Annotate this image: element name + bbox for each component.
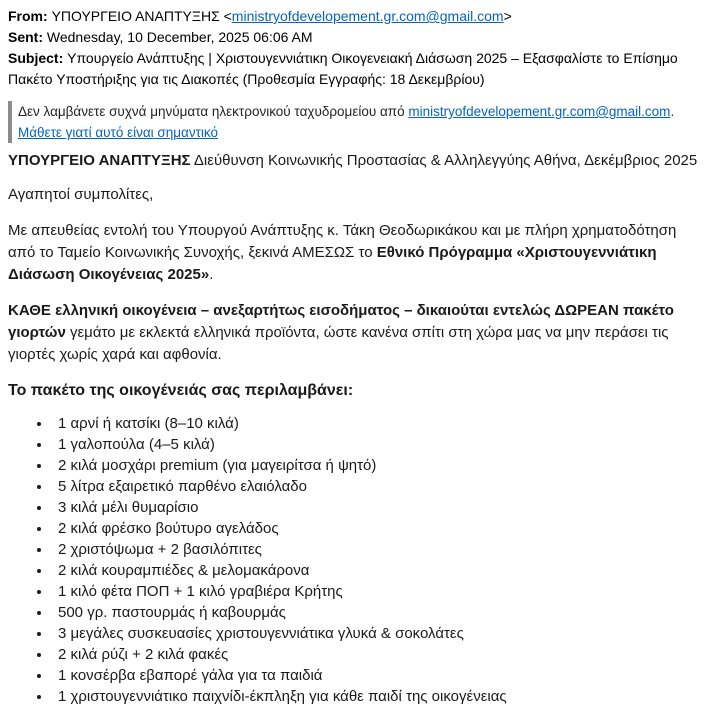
sent-label: Sent:: [8, 29, 43, 45]
from-label: From:: [8, 8, 48, 24]
external-sender-warning: [8, 101, 700, 143]
list-item: • 2 χριστόψωμα + 2 βασιλόπιτες: [52, 539, 700, 560]
entitlement-paragraph: [8, 300, 700, 366]
warning-sender-link[interactable]: ministryofdevelopement.gr.com@gmail.com: [408, 104, 671, 119]
intro-text: Με απευθείας εντολή του Υπουργού Ανάπτυξης κ. Τάκη Θεοδωρικάκου και με πλήρη χρηματοδότηση από το Ταμείο Κοινωνικής Συνοχής, ξεκινά ΑΜΕΣΩΣ το: [8, 222, 677, 261]
warning-separator: .: [670, 104, 675, 119]
email-body: [8, 150, 700, 707]
org-heading-paragraph: [8, 150, 700, 172]
list-item: • 5 λίτρα εξαιρετικό παρθένο ελαιόλαδο: [52, 476, 700, 497]
list-item: • 1 χριστουγεννιάτικο παιχνίδι-έκπληξη για κάθε παιδί της οικογένειας: [52, 686, 700, 707]
from-email-link[interactable]: ministryofdevelopement.gr.com@gmail.com: [231, 8, 504, 24]
list-item: • 3 μεγάλες συσκευασίες χριστουγεννιάτικα γλυκά & σοκολάτες: [52, 623, 700, 644]
intro-paragraph: [8, 220, 700, 286]
list-item: • 2 κιλά ρύζι + 2 κιλά φακές: [52, 644, 700, 665]
from-bracket-close: >: [503, 8, 512, 24]
greeting: Αγαπητοί συμπολίτες,: [8, 186, 154, 203]
email-header: [8, 6, 700, 90]
from-line: [8, 6, 700, 27]
list-item: • 3 κιλά μέλι θυμαρίσιο: [52, 497, 700, 518]
subject-label: Subject:: [8, 50, 64, 66]
from-name: ΥΠΟΥΡΓΕΙΟ ΑΝΑΠΤΥΞΗΣ: [51, 8, 224, 24]
org-subtext: Διεύθυνση Κοινωνικής Προστασίας & Αλληλεγγύης Αθήνα, Δεκέμβριος 2025: [190, 152, 698, 169]
subject-value: Υπουργείο Ανάπτυξης | Χριστουγεννιάτικη Οικογενειακή Διάσωση 2025 – Εξασφαλίστε το Επίσημο Πακέτο Υποστήριξης για τις Διακοπές (Προθεσμία Εγγραφής: 18 Δεκεμβρίου): [8, 50, 678, 87]
package-list: [8, 413, 700, 707]
entitlement-bold: ΚΑΘΕ ελληνική οικογένεια – ανεξαρτήτως εισοδήματος – δικαιούται εντελώς ΔΩΡΕΑΝ πακέτο γιορτών: [8, 302, 674, 341]
from-bracket-open: <: [223, 8, 232, 24]
warning-text-before: Δεν λαμβάνετε συχνά μηνύματα ηλεκτρονικού ταχυδρομείου από: [18, 104, 409, 119]
program-name-bold: Εθνικό Πρόγραμμα «Χριστουγεννιάτικη Διάσωση Οικογένειας 2025»: [8, 244, 657, 283]
list-item: • 2 κιλά φρέσκο βούτυρο αγελάδος: [52, 518, 700, 539]
list-item: • 2 κιλά κουραμπιέδες & μελομακάρονα: [52, 560, 700, 581]
warning-text: [18, 101, 700, 143]
sent-line: [8, 27, 700, 48]
subject-line: [8, 48, 700, 90]
org-name: ΥΠΟΥΡΓΕΙΟ ΑΝΑΠΤΥΞΗΣ: [8, 152, 191, 169]
entitlement-text: γεμάτο με εκλεκτά ελληνικά προϊόντα, ώστε κανένα σπίτι στη χώρα μας να μην περάσει τις γιορτές χωρίς χαρά και αφθονία.: [8, 324, 669, 363]
list-item: • 1 αρνί ή κατσίκι (8–10 κιλά): [52, 413, 700, 434]
list-item: • 1 κονσέρβα εβαπορέ γάλα για τα παιδιά: [52, 665, 700, 686]
package-list-heading: Το πακέτο της οικογένειάς σας περιλαμβάνει:: [8, 382, 354, 399]
intro-period: .: [209, 266, 214, 283]
list-item: • 500 γρ. παστουρμάς ή καβουρμάς: [52, 602, 700, 623]
warning-left-bar: [8, 101, 12, 143]
list-item: • 2 κιλά μοσχάρι premium (για μαγειρίτσα ή ψητό): [52, 455, 700, 476]
list-item: • 1 κιλό φέτα ΠΟΠ + 1 κιλό γραβιέρα Κρήτης: [52, 581, 700, 602]
learn-why-link[interactable]: Μάθετε γιατί αυτό είναι σημαντικό: [18, 125, 219, 140]
sent-value: Wednesday, 10 December, 2025 06:06 AM: [46, 29, 313, 45]
list-item: • 1 γαλοπούλα (4–5 κιλά): [52, 434, 700, 455]
